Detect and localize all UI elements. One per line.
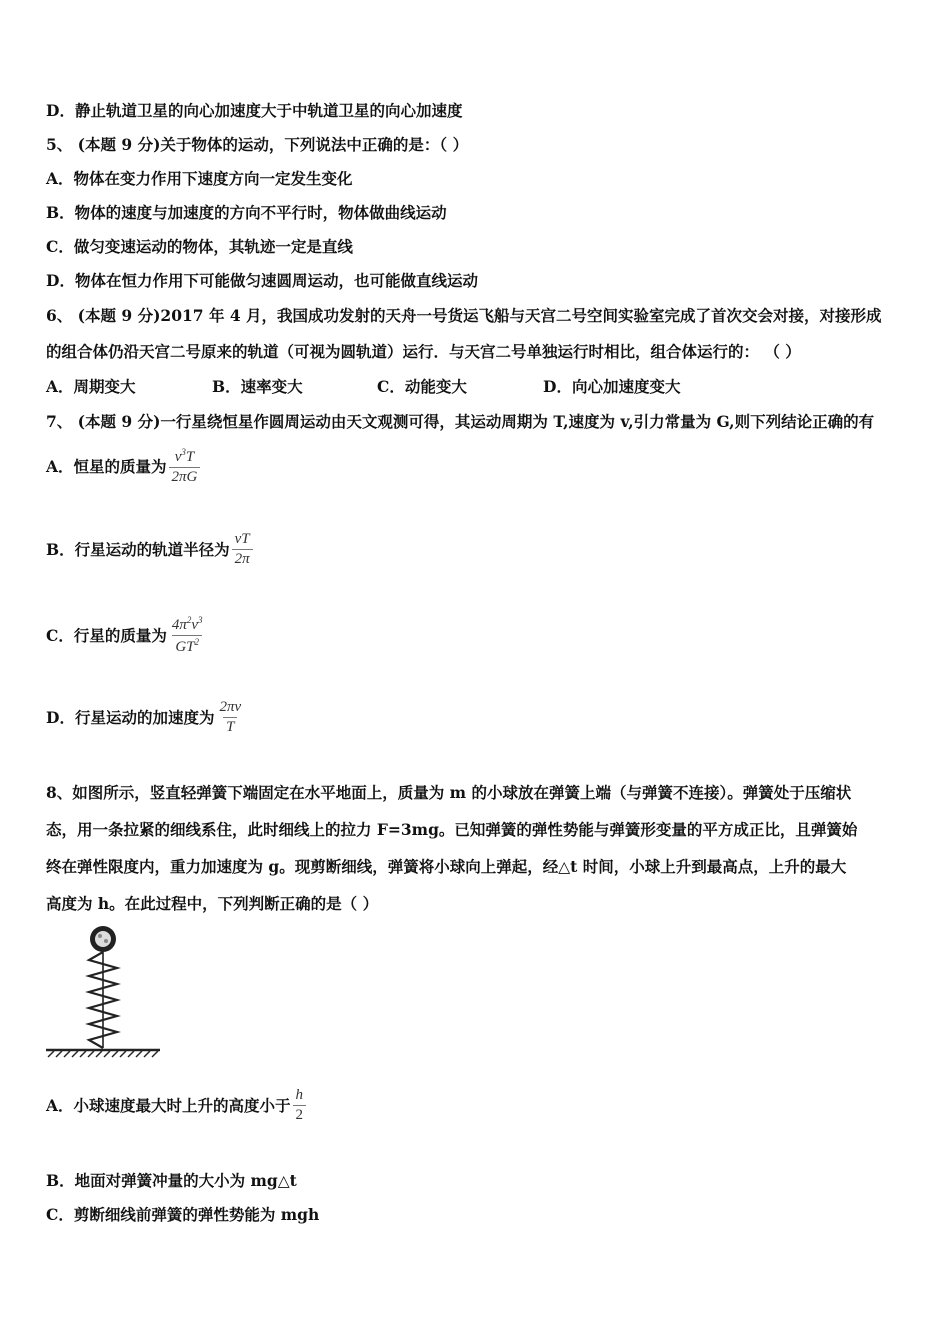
q7-option-a-label: A．恒星的质量为 xyxy=(46,456,167,476)
q7-option-c-formula xyxy=(169,615,206,656)
q6-option-c: C．动能变大 xyxy=(377,377,467,396)
q7-c-num-b-exp: 3 xyxy=(198,615,203,625)
q5-option-b: B．物体的速度与加速度的方向不平行时，物体做曲线运动 xyxy=(46,203,447,222)
q7-b-den: 2π xyxy=(232,549,253,568)
q7-a-num-exp: 3 xyxy=(181,447,186,457)
q4-option-d: D．静止轨道卫星的向心加速度大于中轨道卫星的向心加速度 xyxy=(46,101,463,120)
q5-option-c: C．做匀变速运动的物体，其轨迹一定是直线 xyxy=(46,237,353,256)
q7-a-num-base: v xyxy=(174,449,182,465)
q7-b-num: vT xyxy=(234,531,250,547)
q8-option-b: B．地面对弹簧冲量的大小为 mg△t xyxy=(46,1171,297,1190)
q7-option-d xyxy=(46,699,244,736)
q7-c-num-b: v xyxy=(191,617,199,633)
q8-stem-line1: 8、如图所示，竖直轻弹簧下端固定在水平地面上，质量为 m 的小球放在弹簧上端（与弹簧不连接）。弹簧处于压缩状 xyxy=(46,783,852,802)
q8-option-a xyxy=(46,1087,306,1124)
q6-option-d: D．向心加速度变大 xyxy=(543,377,681,396)
q7-option-c xyxy=(46,615,206,656)
q7-d-num: 2πv xyxy=(219,699,242,715)
q7-c-den-exp: 2 xyxy=(194,637,200,647)
q6-stem-line2: 的组合体仍沿天宫二号原来的轨道（可视为圆轨道）运行．与天宫二号单独运行时相比，组合体运行的： （ ） xyxy=(46,342,801,361)
q7-a-den: 2πG xyxy=(169,467,201,486)
q6-option-a: A．周期变大 xyxy=(46,377,136,396)
spring-ball-figure xyxy=(44,924,164,1059)
q8-option-a-formula xyxy=(293,1087,307,1124)
q5-option-d: D．物体在恒力作用下可能做匀速圆周运动，也可能做直线运动 xyxy=(46,271,478,290)
q8-option-c: C．剪断细线前弹簧的弹性势能为 mgh xyxy=(46,1205,320,1224)
q6-option-b: B．速率变大 xyxy=(212,377,303,396)
q7-a-num-tail: T xyxy=(185,449,195,465)
q7-option-c-label: C．行星的质量为 xyxy=(46,625,167,645)
q8-stem-line3: 终在弹性限度内，重力加速度为 g。现剪断细线，弹簧将小球向上弹起，经△t 时间，小球上升到最高点，上升的最大 xyxy=(46,857,847,876)
q7-stem: 7、 (本题 9 分)一行星绕恒星作圆周运动由天文观测可得，其运动周期为 T,速度为 v,引力常量为 G,则下列结论正确的有 xyxy=(46,412,875,431)
ball-icon xyxy=(90,926,116,952)
q8-option-a-label: A．小球速度最大时上升的高度小于 xyxy=(46,1095,291,1115)
q8-stem-line2: 态，用一条拉紧的细线系住，此时细线上的拉力 F=3mg。已知弹簧的弹性势能与弹簧形变量的平方成正比，且弹簧始 xyxy=(46,820,858,839)
q7-option-d-label: D．行星运动的加速度为 xyxy=(46,707,215,727)
q5-option-a: A．物体在变力作用下速度方向一定发生变化 xyxy=(46,169,353,188)
q5-stem: 5、 (本题 9 分)关于物体的运动，下列说法中正确的是：（ ） xyxy=(46,135,469,154)
q7-option-b-formula xyxy=(232,531,253,568)
ground-hatch-icon xyxy=(46,1050,160,1057)
q7-option-b xyxy=(46,531,253,568)
q7-option-b-label: B．行星运动的轨道半径为 xyxy=(46,539,230,559)
q7-option-d-formula xyxy=(216,699,244,736)
q8-stem-line4: 高度为 h。在此过程中，下列判断正确的是（ ） xyxy=(46,894,379,913)
q7-c-num-a: 4π xyxy=(171,617,187,633)
q6-stem-line1: 6、 (本题 9 分)2017 年 4 月，我国成功发射的天舟一号货运飞船与天宫二号空间实验室完成了首次交会对接，对接形成 xyxy=(46,306,882,325)
q7-d-den: T xyxy=(223,717,237,736)
q7-option-a-formula xyxy=(169,447,201,486)
q6-options-row xyxy=(46,377,746,399)
q7-c-num-a-exp: 2 xyxy=(186,615,192,625)
q8-a-den: 2 xyxy=(293,1105,307,1124)
q7-c-den-base: GT xyxy=(175,639,195,655)
q7-option-a xyxy=(46,447,200,486)
q8-a-num: h xyxy=(295,1087,304,1103)
